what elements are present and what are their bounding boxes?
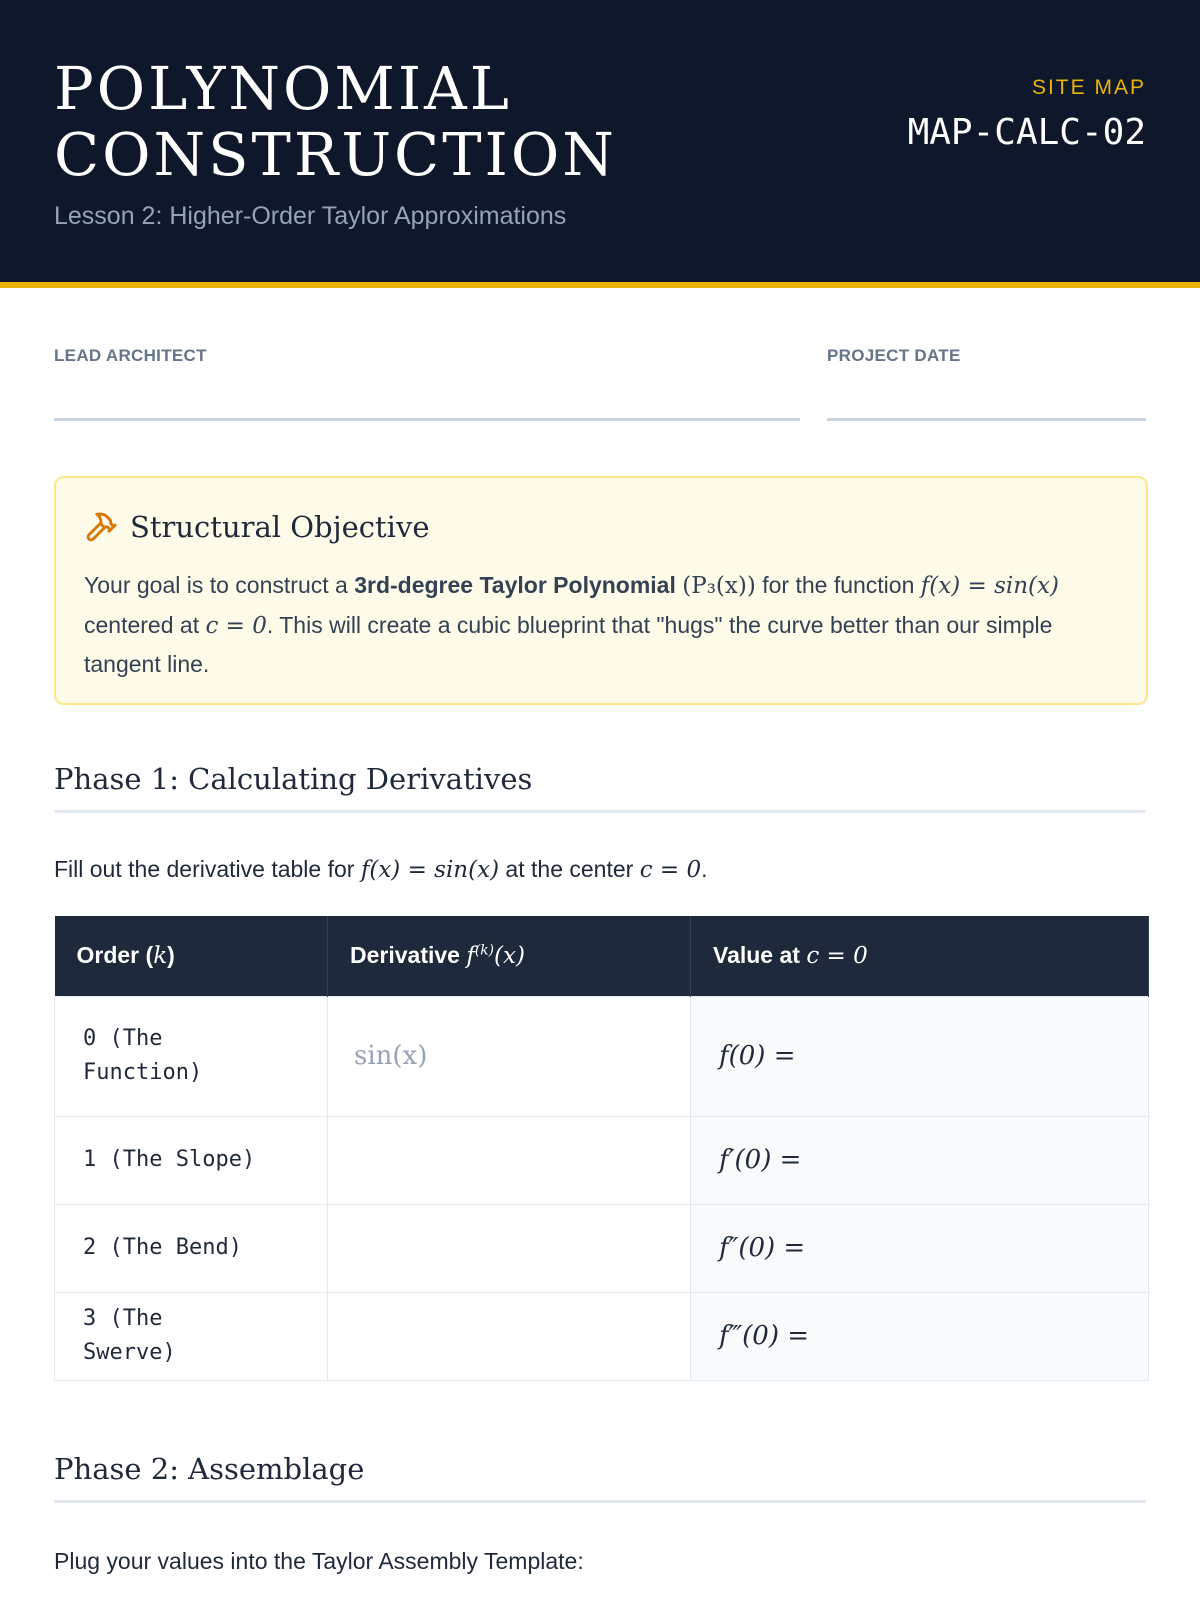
phase-1-func-math: f(x) = sin(x) xyxy=(360,857,500,883)
derivative-cell[interactable] xyxy=(328,1204,691,1292)
derivative-cell[interactable] xyxy=(328,1292,691,1380)
title-line-1: POLYNOMIAL xyxy=(54,54,512,123)
site-map-label: SITE MAP xyxy=(1031,76,1146,99)
objective-title: Structural Objective xyxy=(130,510,430,544)
project-date-line[interactable] xyxy=(827,418,1146,421)
objective-poly-math: (P₃(x)) xyxy=(682,573,756,599)
value-cell[interactable]: f′(0) = xyxy=(691,1116,1149,1204)
objective-bold: 3rd-degree Taylor Polynomial xyxy=(354,572,676,598)
page-subtitle: Lesson 2: Higher-Order Taylor Approximations xyxy=(54,202,567,230)
order-column-header: Order (k) xyxy=(55,916,328,996)
page-header xyxy=(0,0,1200,288)
hammer-icon xyxy=(84,510,118,544)
phase-1-instruction-end: . xyxy=(701,856,708,882)
objective-box xyxy=(54,476,1148,705)
lead-architect-label: LEAD ARCHITECT xyxy=(54,346,207,365)
derivative-table xyxy=(54,916,1149,1381)
objective-text xyxy=(84,566,1104,684)
value-cell[interactable]: f″(0) = xyxy=(691,1204,1149,1292)
order-cell: 0 (The Function) xyxy=(55,996,328,1116)
table-row xyxy=(55,1116,1149,1204)
table-header-row xyxy=(55,916,1149,996)
derivative-column-header: Derivative $f^{(k)}(x)$ xyxy=(328,916,691,996)
phase-2-instruction: Plug your values into the Taylor Assembly Template: xyxy=(54,1548,584,1574)
order-cell: 1 (The Slope) xyxy=(55,1116,328,1204)
derivative-cell[interactable] xyxy=(328,1116,691,1204)
site-map-code: MAP-CALC-02 xyxy=(907,112,1146,153)
project-date-label: PROJECT DATE xyxy=(827,346,961,365)
value-cell[interactable]: f‴(0) = xyxy=(691,1292,1149,1380)
lead-architect-field[interactable] xyxy=(54,346,207,366)
table-row xyxy=(55,996,1149,1116)
objective-center-math: c = 0 xyxy=(205,612,267,639)
phase-1-instruction-mid: at the center xyxy=(499,856,640,882)
project-date-field[interactable] xyxy=(827,346,961,366)
info-fields xyxy=(54,346,1146,421)
objective-intro: Your goal is to construct a xyxy=(84,572,355,598)
title-block xyxy=(54,56,617,231)
derivative-cell[interactable]: sin(x) xyxy=(328,996,691,1116)
objective-header xyxy=(84,510,430,544)
order-cell: 3 (The Swerve) xyxy=(55,1292,328,1380)
title-line-2: CONSTRUCTION xyxy=(54,120,617,189)
phase-2-title: Phase 2: Assemblage xyxy=(54,1452,1146,1503)
order-cell: 2 (The Bend) xyxy=(55,1204,328,1292)
objective-func-math: f(x) = sin(x) xyxy=(920,573,1059,599)
page-title xyxy=(54,56,617,188)
lead-architect-line[interactable] xyxy=(54,418,800,421)
objective-mid-1: for the function xyxy=(755,572,921,598)
site-map-block xyxy=(886,76,1146,160)
phase-1-title: Phase 1: Calculating Derivatives xyxy=(54,762,1146,813)
value-column-header: Value at c = 0 xyxy=(691,916,1149,996)
table-row xyxy=(55,1292,1149,1380)
objective-mid-2: centered at xyxy=(84,611,206,638)
table-row xyxy=(55,1204,1149,1292)
value-cell[interactable]: f(0) = xyxy=(691,996,1149,1116)
phase-1-instruction-pre: Fill out the derivative table for xyxy=(54,856,361,882)
phase-1-center-math: c = 0 xyxy=(639,857,702,883)
objective-end: . This will create a cubic blueprint that "hugs" the curve better than our simple tangent line. xyxy=(84,611,1053,677)
phase-1-instruction xyxy=(54,856,708,883)
